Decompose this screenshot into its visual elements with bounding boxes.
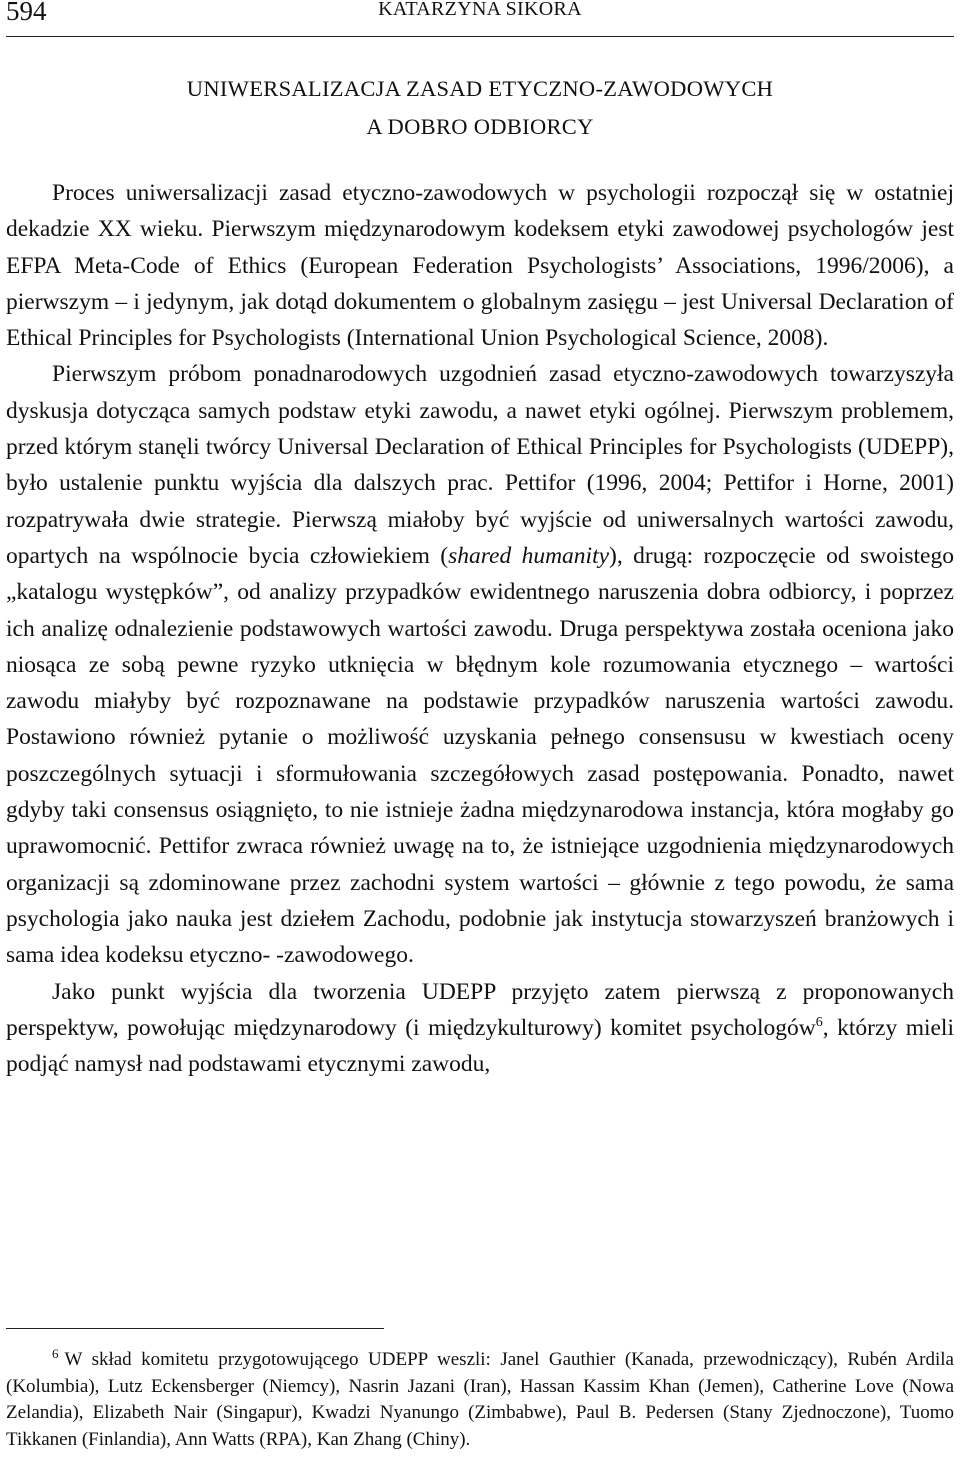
section-title-line-2: A DOBRO ODBIORCY bbox=[366, 114, 594, 139]
running-head: KATARZYNA SIKORA bbox=[378, 0, 582, 20]
page-number: 594 bbox=[6, 0, 47, 26]
section-title-line-1: UNIWERSALIZACJA ZASAD ETYCZNO-ZAWODOWYCH bbox=[186, 76, 774, 101]
body-text bbox=[6, 175, 954, 1082]
footnote-paragraph bbox=[6, 1347, 954, 1453]
footnote-marker: 6 bbox=[52, 1346, 59, 1361]
paragraph-3 bbox=[6, 974, 954, 1083]
footnote-divider bbox=[6, 1328, 384, 1329]
footnote-reference[interactable]: 6 bbox=[815, 1014, 823, 1030]
paragraph-2-italic: shared humanity bbox=[448, 542, 610, 569]
paragraph-3-part-a: Jako punkt wyjścia dla tworzenia UDEPP przyjęto zatem pierwszą z proponowanych perspektyw, powołując międzynarodowy (i międzykulturowy) komitet psychologów bbox=[6, 978, 954, 1041]
paragraph-2-part-a: Pierwszym próbom ponadnarodowych uzgodnień zasad etyczno-zawodowych towarzyszyła dyskusja dotycząca samych podstaw etyki zawodu, a nawet etyki ogólnej. Pierwszym problemem, przed którym stanęli twórcy Universal Declaration of Ethical Principles for Psychologists (UDEPP), było ustalenie punktu wyjścia dla dalszych prac. Pettifor (1996, 2004; Pettifor i Horne, 2001) rozpatrywała dwie strategie. Pierwszą miałoby być wyjście od uniwersalnych wartości zawodu, opartych na wspólnocie bycia człowiekiem ( bbox=[6, 361, 954, 569]
footnote bbox=[6, 1347, 954, 1453]
page-header bbox=[6, 0, 954, 37]
paragraph-2-part-b: ), drugą: rozpoczęcie od swoistego „katalogu występków”, od analizy przypadków ewidentnego naruszenia dobra odbiorcy, i poprzez ich analizę odnalezienie podstawowych wartości zawodu. Druga perspektywa została oceniona jako niosąca ze sobą pewne ryzyko utknięcia w błędnym kole rozumowania etycznego – wartości zawodu miałyby być rozpoznawane na podstawie przypadków naruszenia wartości zawodu. Postawiono również pytanie o możliwość uzyskania pełnego consensusu w kwestiach oceny poszczególnych sytuacji i sformułowania szczegółowych zasad postępowania. Ponadto, nawet gdyby taki consensus osiągnięto, to nie istnieje żadna międzynarodowa instancja, która mogłaby go uprawomocnić. Pettifor zwraca również uwagę na to, że istniejące uzgodnienia międzynarodowych organizacji są zdominowane przez zachodni system wartości – głównie z tego powodu, że sama psychologia jako nauka jest dziełem Zachodu, podobnie jak instytucja stowarzyszeń branżowych i sama idea kodeksu etyczno- -zawodowego. bbox=[6, 542, 954, 969]
section-title bbox=[0, 70, 960, 146]
paragraph-1: Proces uniwersalizacji zasad etyczno-zawodowych w psychologii rozpoczął się w ostatniej dekadzie XX wieku. Pierwszym międzynarodowym kodeksem etyki zawodowej psychologów jest EFPA Meta-Code of Ethics (European Federation Psychologists’ Associations, 1996/2006), a pierwszym – i jedynym, jak dotąd dokumentem o globalnym zasięgu – jest Universal Declaration of Ethical Principles for Psychologists (International Union Psychological Science, 2008). bbox=[6, 180, 954, 352]
paragraph-3-part-b: , którzy mieli podjąć namysł nad podstawami etycznymi zawodu, bbox=[6, 1014, 954, 1078]
paragraph-2 bbox=[6, 356, 954, 973]
footnote-text: W skład komitetu przygotowującego UDEPP weszli: Janel Gauthier (Kanada, przewodniczący), Rubén Ardila (Kolumbia), Lutz Eckensberger (Niemcy), Nasrin Jazani (Iran), Hassan Kassim Khan (Jemen), Catherine Love (Nowa Zelandia), Elizabeth Nair (Singapur), Kwadzi Nyanungo (Zimbabwe), Paul B. Pedersen (Stany Zjednoczone), Tuomo Tikkanen (Finlandia), Ann Watts (RPA), Kan Zhang (Chiny). bbox=[6, 1349, 954, 1450]
